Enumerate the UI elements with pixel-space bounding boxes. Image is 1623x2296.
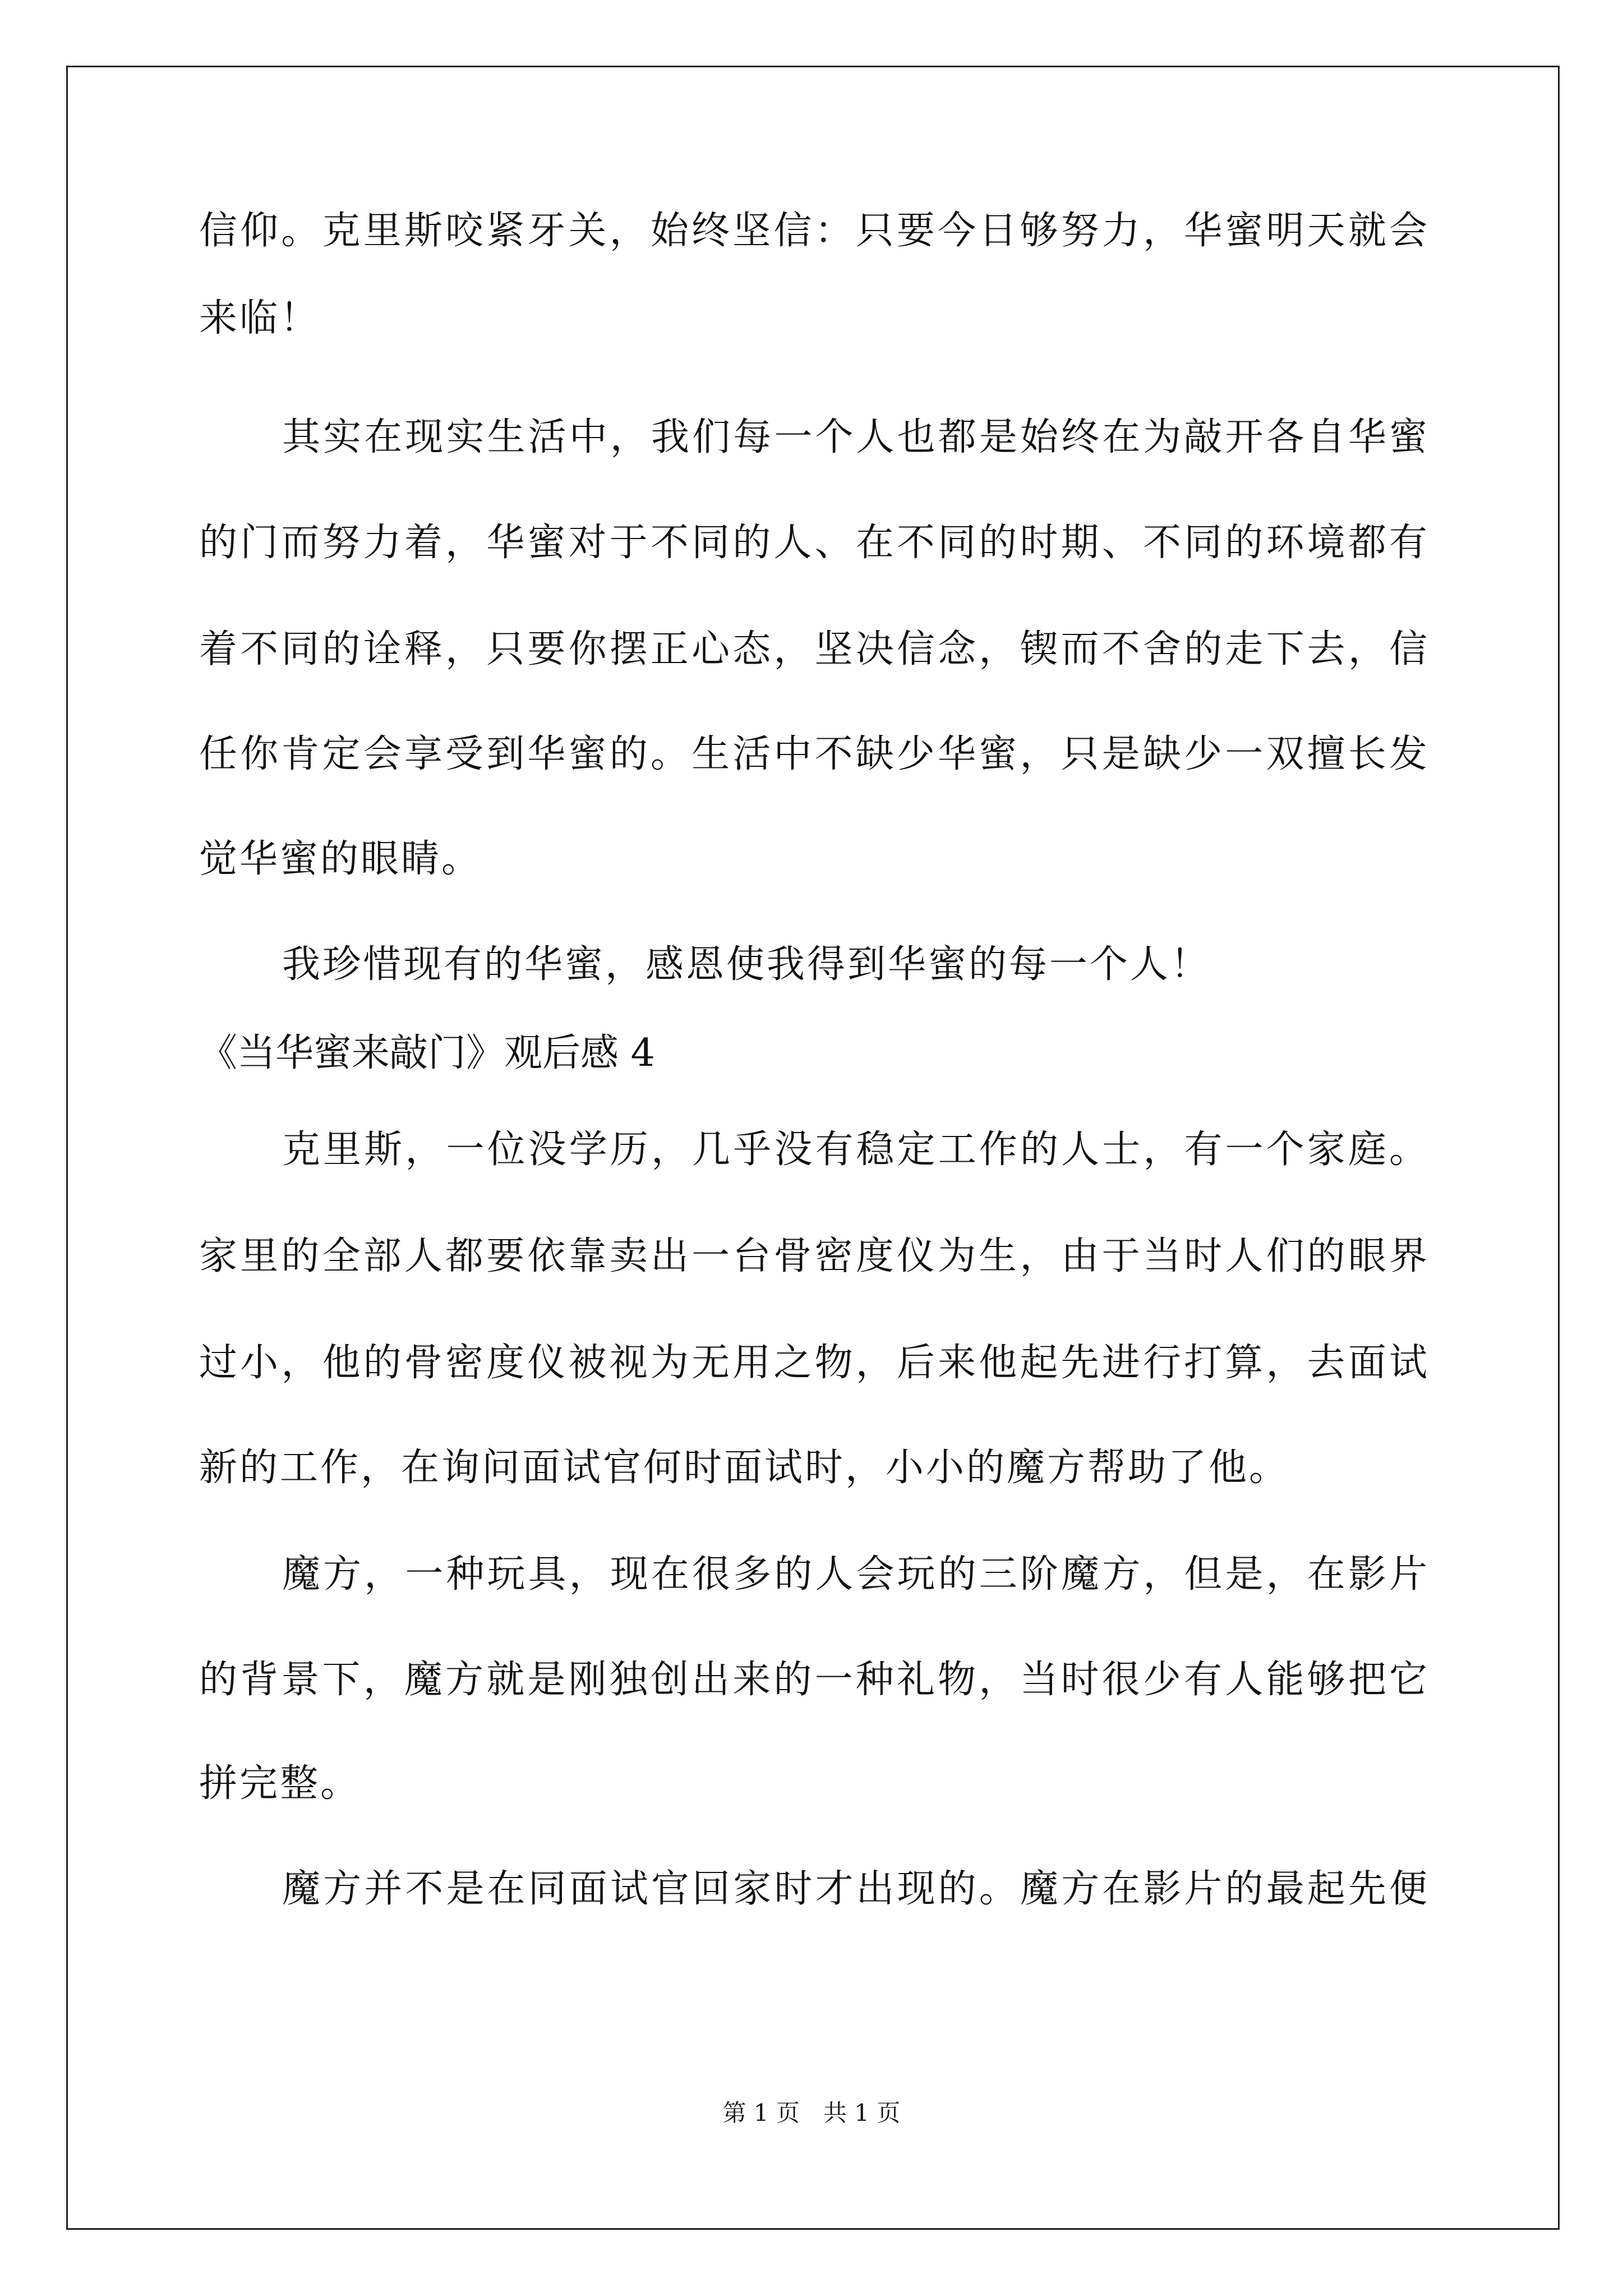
page-footer: 第 1 页 共 1 页 (722, 2099, 901, 2127)
body-line: 拼完整。 (199, 1761, 361, 1806)
body-line: 的门而努力着，华蜜对于不同的人、在不同的时期、不同的环境都有 (199, 521, 1427, 565)
body-line: 觉华蜜的眼睛。 (199, 837, 482, 881)
body-line: 家里的全部人都要依靠卖出一台骨密度仪为生，由于当时人们的眼界 (199, 1234, 1427, 1278)
body-line: 新的工作，在询问面试官何时面试时，小小的魔方帮助了他。 (199, 1446, 1290, 1490)
body-line: 来临！ (199, 296, 321, 341)
paragraph-first-line: 其实在现实生活中，我们每一个人也都是始终在为敲开各自华蜜 (282, 415, 1427, 459)
paragraph-first-line: 我珍惜现有的华蜜，感恩使我得到华蜜的每一个人！ (282, 942, 1211, 987)
body-line: 信仰。克里斯咬紧牙关，始终坚信：只要今日够努力，华蜜明天就会 (199, 209, 1427, 253)
body-line: 着不同的诠释，只要你摆正心态，坚决信念，锲而不舍的走下去，信 (199, 627, 1427, 671)
body-line: 过小，他的骨密度仪被视为无用之物，后来他起先进行打算，去面试 (199, 1341, 1427, 1385)
section-heading: 《当华蜜来敲门》观后感 4 (199, 1031, 655, 1075)
paragraph-first-line: 魔方，一种玩具，现在很多的人会玩的三阶魔方，但是，在影片 (282, 1552, 1427, 1596)
body-line: 任你肯定会享受到华蜜的。生活中不缺少华蜜，只是缺少一双擅长发 (199, 732, 1427, 776)
body-line: 的背景下，魔方就是刚独创出来的一种礼物，当时很少有人能够把它 (199, 1658, 1427, 1702)
paragraph-first-line: 魔方并不是在同面试官回家时才出现的。魔方在影片的最起先便 (282, 1867, 1427, 1911)
paragraph-first-line: 克里斯，一位没学历，几乎没有稳定工作的人士，有一个家庭。 (282, 1128, 1427, 1172)
